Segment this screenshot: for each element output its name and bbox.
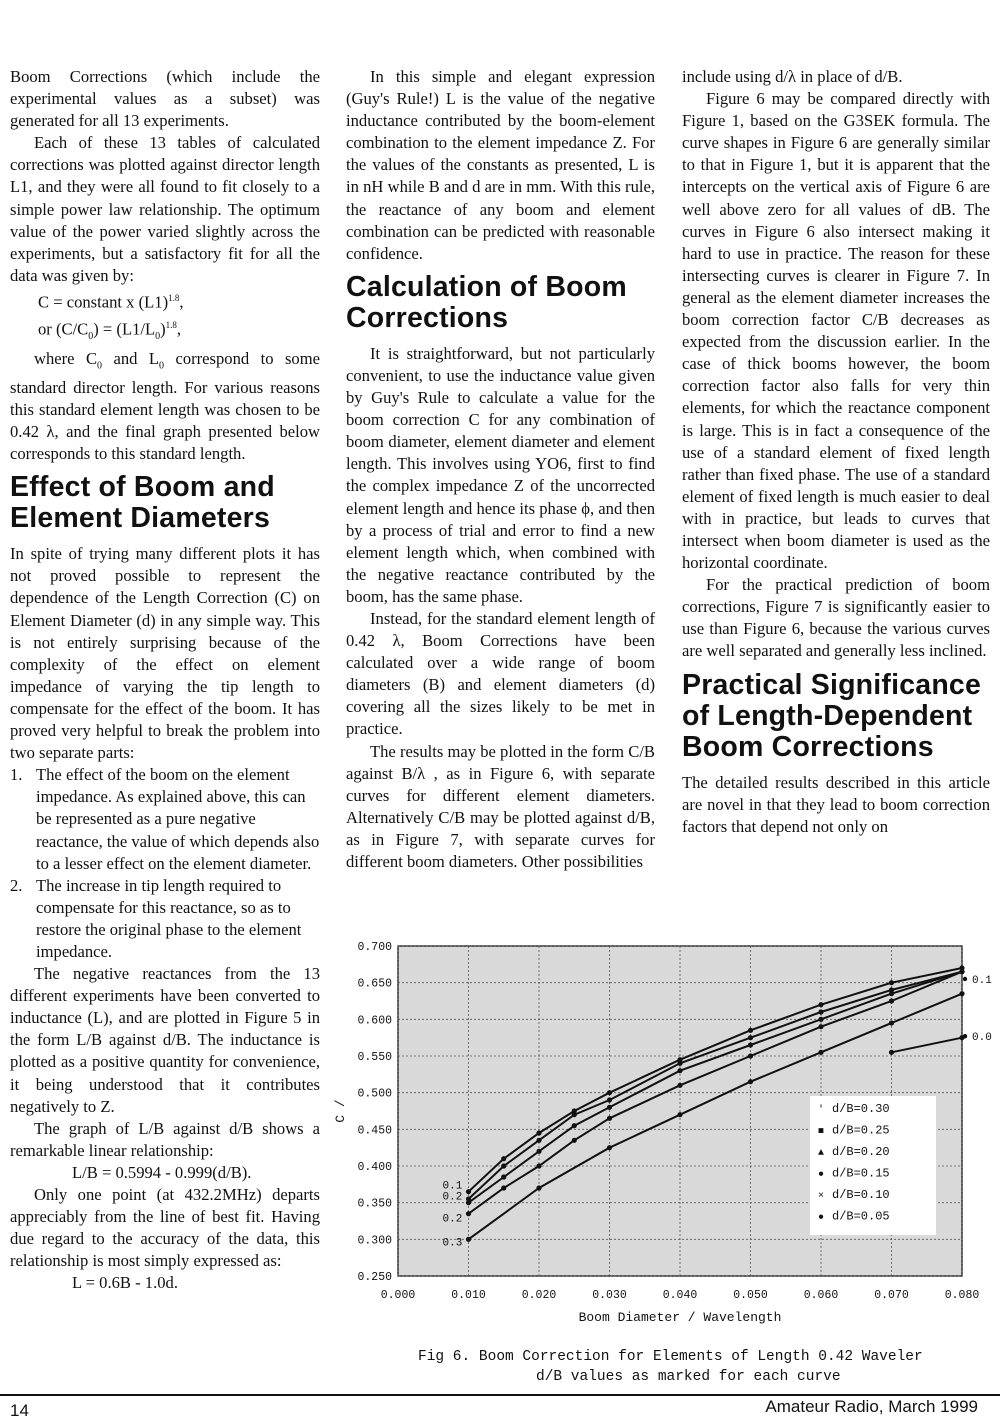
legend-marker: ● [818,1212,825,1224]
data-point [501,1185,506,1190]
end-marker [963,1034,967,1038]
curve-end-label: 0.0 [972,1032,992,1045]
paragraph: The results may be plotted in the form C/B against B/λ , as in Figure 6, with separate curves for different element diameters. Alternatively C/B may be plotted against d/B, as in Figure 7, with separate curves for different boom diameters. Other possibilities [346,741,655,871]
data-point [572,1108,577,1113]
data-point [889,987,894,992]
figure-caption-line-2: d/B values as marked for each curve [536,1369,841,1385]
x-tick-label: 0.040 [662,1289,698,1302]
publication-info: Amateur Radio, March 1999 [765,1397,978,1416]
data-point [818,1009,823,1014]
paragraph: It is straightforward, but not particularly convenient, to use the inductance value given by Guy's Rule to calculate a value for the boom correction C for any combination of boom diameter, element diameter and element length. This involves using YO6, first to find the complex impedance Z of the uncorrected element length and hence its phase ϕ, and then by a process of trial and error to find a new element length which, when combined with the negative reactance contributed by the boom, has the same phase. [346,343,655,606]
curve-start-label: 0.2 [442,1191,463,1204]
paragraph: In spite of trying many different plots it has not proved possible to represent the dependence of the Length Correction (C) on Element Diameter (d) in any simple way. This is not entirely surprising because of the complexity of the effect on element impedance of varying the tip length to compensate for the effect of the boom. It has proved very helpful to break the problem into two separate parts: [10,544,320,763]
list-item-text: The increase in tip length required to compensate for this reactance, so as to restore the original phase to the element impedance. [36,875,302,961]
paragraph: Each of these 13 tables of calculated corrections was plotted against director length L1, and they were all found to fit closely to a simple power law relationship. The optimum value of the power varied slightly across the experiments, but a satisfactory fit for all the data was given by: [10,133,320,285]
y-tick-label: 0.300 [357,1234,392,1248]
formula-ratio: or $(C/C_0) = (L1/L_0)^{1.8}$, [38,319,182,342]
data-point [889,1050,894,1055]
data-point [677,1057,682,1062]
paragraph: Boom Corrections (which include the experimental values as a subset) was generated for all 13 experiments. [10,67,320,131]
legend-marker: ● [818,1169,825,1181]
data-point [748,1079,753,1084]
data-point [466,1211,471,1216]
data-point [607,1105,612,1110]
y-tick-label: 0.650 [357,977,392,991]
list-number: 2. [10,875,23,895]
data-point [818,1024,823,1029]
data-point [536,1138,541,1143]
curve-end-label: 0.1 [972,975,992,987]
curve-start-label: 0.2 [442,1213,463,1226]
page-number: 14 [10,1401,29,1420]
x-tick-label: 0.080 [944,1289,980,1302]
data-point [959,991,964,996]
data-point [677,1068,682,1073]
y-tick-label: 0.700 [357,941,392,954]
paragraph: For the practical prediction of boom corrections, Figure 7 is significantly easier to use than Figure 6, because the various curves are well separated and generally less inclined. [682,575,990,661]
column-1 [10,66,320,1294]
paragraph: include using d/λ in place of d/B. [682,67,903,86]
legend-label: d/B=0.30 [832,1102,890,1116]
legend-marker: ■ [818,1126,825,1138]
paragraph: Figure 6 may be compared directly with Figure 1, based on the G3SEK formula. The curve shapes in Figure 6 are generally similar to that in Figure 1, but it is apparent that the intercepts on the vertical axis of Figure 6 are well above zero for all values of dB. The curves in Figure 6 also intersect making it hard to use in practice. The reason for these intersecting curves is clearer in Figure 7. In general as the element diameter increases the boom correction factor C/B decreases as expected from the discussion earlier. In the case of thick booms however, the boom correction factor also falls for very thin elements, for which the reactance component is large. This is in fact a consequence of the use of a standard element of fixed length rather than fixed phase. The use of a standard element of fixed length is much easier to deal with in practice, but leads to curves that intersect when boom diameter is used as the horizontal coordinate. [682,89,990,573]
data-point [607,1090,612,1095]
data-point [959,965,964,970]
data-point [466,1196,471,1201]
list-item [10,764,320,874]
data-point [889,998,894,1003]
paragraph: The graph of L/B against d/B shows a remarkable linear relationship: [10,1118,320,1160]
x-tick-label: 0.060 [803,1289,839,1302]
y-tick-label: 0.550 [357,1051,392,1064]
y-tick-label: 0.350 [357,1197,392,1211]
paragraph: Instead, for the standard element length of 0.42 λ, Boom Corrections have been calculated over a wide range of boom diameters (B) and element diameters (d) covering all the sizes likely to be met in practice. [346,608,655,739]
data-point [748,1042,753,1047]
data-point [501,1174,506,1179]
data-point [536,1185,541,1190]
data-point [607,1116,612,1121]
y-tick-label: 0.500 [357,1087,392,1101]
end-marker [963,977,967,981]
y-tick-label: 0.600 [357,1014,392,1028]
curve-start-label: 0.3 [442,1237,463,1250]
x-tick-label: 0.070 [874,1289,909,1302]
data-point [677,1083,682,1088]
y-axis-label: C / [333,1099,348,1123]
x-tick-label: 0.050 [733,1289,768,1302]
x-tick-label: 0.030 [592,1289,627,1302]
data-point [748,1053,753,1058]
x-tick-label: 0.000 [380,1289,416,1302]
x-axis-label: Boom Diameter / Wavelength [578,1310,782,1325]
paragraph: In this simple and elegant expression (Guy's Rule!) L is the value of the negative inductance contributed by the boom-element combination to the element impedance Z. For the values of the constants as presented, L is in nH while B and d are in mm. With this rule, the reactance of any boom and element combination can be predicted with reasonable confidence. [346,67,655,263]
data-point [501,1156,506,1161]
data-point [818,1050,823,1055]
column-2 [346,66,655,873]
y-tick-label: 0.450 [357,1124,392,1138]
data-point [572,1123,577,1128]
y-tick-label: 0.400 [357,1161,392,1174]
data-point [889,1020,894,1025]
legend-marker: ▲ [818,1148,825,1159]
data-point [501,1163,506,1168]
footer-divider [0,1394,1000,1396]
section-heading-practical: Practical Significance of Length-Dependent Boom Corrections [682,668,982,763]
x-tick-label: 0.020 [521,1289,557,1302]
list-item [10,875,320,963]
section-heading-effect: Effect of Boom and Element Diameters [10,471,275,535]
legend-label: d/B=0.15 [832,1166,890,1181]
numbered-list [10,764,320,963]
data-point [536,1130,541,1135]
data-point [607,1097,612,1102]
curve-start-label: 0.1 [442,1180,463,1193]
list-number: 1. [10,765,23,785]
data-point [572,1138,577,1143]
legend-marker: × [818,1191,825,1202]
data-point [466,1237,471,1242]
data-point [818,1002,823,1007]
data-point [466,1189,471,1194]
paragraph: The negative reactances from the 13 different experiments have been converted to inductance (L), and are plotted in Figure 5 in the form L/B against d/B. The inductance is plotted as a positive quantity for convenience, it being understood that it contributes negatively to Z. [10,964,320,1116]
column-3 [682,66,990,838]
legend-label: d/B=0.20 [832,1145,890,1159]
y-tick-label: 0.250 [357,1271,392,1284]
list-item-text: The effect of the boom on the element impedance. As explained above, this can be represented as a pure negative reactance, the value of which depends also to a lesser effect on the element diameter. [36,765,320,873]
data-point [748,1035,753,1040]
data-point [889,980,894,985]
legend-label: d/B=0.10 [832,1188,890,1202]
legend-marker: ' [818,1105,825,1116]
formula-guys-rule: L = 0.6B - 1.0d. [72,1273,178,1293]
paragraph: The detailed results described in this article are novel in that they lead to boom correction factors that depend not only on [682,772,990,836]
data-point [677,1112,682,1117]
data-point [536,1149,541,1154]
section-heading-calculation: Calculation of Boom Corrections [346,270,627,334]
legend-label: d/B=0.05 [832,1209,890,1224]
data-point [818,1017,823,1022]
data-point [607,1145,612,1150]
x-tick-label: 0.010 [451,1289,486,1302]
paragraph: Only one point (at 432.2MHz) departs appreciably from the line of best fit. Having due regard to the accuracy of the data, this relationship is most simply expressed as: [10,1185,320,1271]
legend-label: d/B=0.25 [832,1123,890,1138]
formula-linear: L/B = 0.5994 - 0.999(d/B). [72,1162,252,1182]
figure-caption-line-1: Fig 6. Boom Correction for Elements of Length 0.42 Waveler [418,1349,923,1365]
formula-power-law: C = constant x $(L1)^{1.8}$, [38,292,184,312]
data-point [536,1163,541,1168]
data-point [748,1028,753,1033]
paragraph: where $C_0$ and $L_0$ correspond to some standard director length. For various reasons this standard element length was chosen to be 0.42 λ, and the final graph presented below corresponds to this standard length. [10,348,320,464]
figure-6-chart [330,936,1000,1336]
